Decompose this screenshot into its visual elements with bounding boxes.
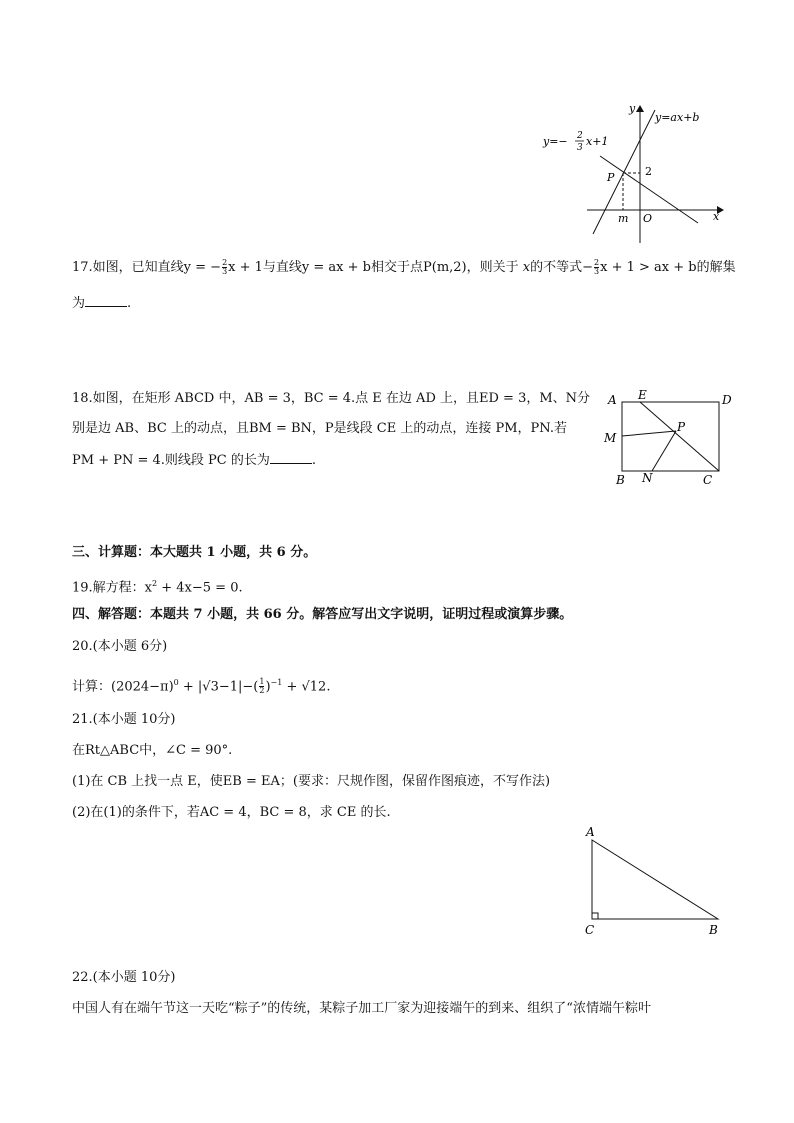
figure-q17 <box>535 98 735 248</box>
section3-heading: 三、计算题：本大题共 1 小题，共 6 分。 <box>72 545 317 560</box>
fig17-label-m: m <box>618 212 629 225</box>
q17-text-d: x + 1 > ax + b的解集 <box>600 260 736 275</box>
q17-text-line2: 为 <box>72 296 86 311</box>
q17-line1 <box>72 259 736 277</box>
q20-frac-den: 2 <box>259 686 265 696</box>
fig18-label-D: D <box>722 393 732 407</box>
q17-var-x: x <box>522 260 531 275</box>
fig18-label-A: A <box>608 393 617 407</box>
q21-line3: (2)在(1)的条件下，若AC = 4，BC = 8，求 CE 的长. <box>72 805 391 820</box>
fig21-label-C: C <box>585 923 595 937</box>
fig17-label-line2-num: 2 <box>577 131 583 141</box>
q19-line <box>72 575 243 597</box>
fig17-label-line2-prefix: y=− <box>543 135 568 148</box>
q18-line3: PM + PN = 4.则线段 PC 的长为 . <box>72 453 316 468</box>
q21-line1: 在Rt△ABC中，∠C = 90°. <box>72 743 233 758</box>
fig21-label-A: A <box>586 825 595 839</box>
q17-frac2 <box>594 259 599 276</box>
q20-line <box>72 674 330 696</box>
q20-heading: 20.(本小题 6分) <box>72 639 168 654</box>
q17-text-c: 的不等式− <box>530 260 594 275</box>
q18-text-line3: PM + PN = 4.则线段 PC 的长为 <box>72 453 270 468</box>
q19-text-a: 19.解方程：x <box>72 580 153 596</box>
q18-line1: 18.如图，在矩形 ABCD 中，AB = 3，BC = 4.点 E 在边 AD 上，且ED = 3，M、N分 <box>72 391 591 406</box>
q22-line1: 中国人有在端午节这一天吃“粽子”的传统，某粽子加工厂家为迎接端午的到来、组织了“浓情端午粽叶 <box>72 1001 651 1016</box>
q22-heading: 22.(本小题 10分) <box>72 970 176 985</box>
right-angle-mark <box>592 913 598 919</box>
q17-text-b: x + 1与直线y = ax + b相交于点P(m,2)，则关于 <box>228 260 519 275</box>
fig17-label-2: 2 <box>645 165 652 178</box>
triangle-abc <box>592 840 718 919</box>
q20-frac-num: 1 <box>259 677 265 687</box>
q17-frac1 <box>222 259 227 276</box>
section4-heading: 四、解答题：本题共 7 小题，共 66 分。解答应写出文字说明，证明过程或演算步骤。 <box>72 607 573 622</box>
q20-text-a: 计算：(2024−π) <box>72 679 174 695</box>
figure-q21-triangle <box>580 824 730 940</box>
q21-heading: 21.(本小题 10分) <box>72 712 176 727</box>
fig17-label-line2-suffix: x+1 <box>586 135 609 148</box>
figure-q18-rectangle <box>600 388 730 488</box>
answer-blank-18[interactable] <box>270 451 312 464</box>
q20-sup0: 0 <box>173 678 179 687</box>
q17-frac1-num: 2 <box>222 258 228 267</box>
fig17-label-P: P <box>607 171 615 184</box>
fig17-label-y: y <box>629 102 636 115</box>
segment-pn <box>652 431 676 471</box>
fig17-label-x: x <box>713 210 720 223</box>
q18-line2: 别是边 AB、BC 上的动点，且BM = BN，P是线段 CE 上的动点，连接 PM，PN.若 <box>72 421 567 436</box>
q17-frac2-den: 3 <box>594 267 600 276</box>
q17-frac2-num: 2 <box>594 258 600 267</box>
rect-abcd <box>622 402 719 471</box>
segment-pm <box>622 431 676 436</box>
fig17-label-line1: y=ax+b <box>655 111 700 124</box>
fig21-label-B: B <box>709 923 718 937</box>
q20-sup1: −1 <box>270 678 283 687</box>
q17-frac1-den: 3 <box>222 267 228 276</box>
q17-text-a: 17.如图，已知直线y = − <box>72 260 222 275</box>
q17-line2: 为 . <box>72 296 132 311</box>
q20-text-c: ) <box>265 679 271 695</box>
q20-text-b: + |√3−1|−( <box>178 679 259 695</box>
segment-ce <box>640 402 719 471</box>
fig17-label-O: O <box>643 212 653 225</box>
y-axis-arrow <box>636 105 644 112</box>
fig18-label-B: B <box>616 473 625 487</box>
q20-frac <box>259 678 264 695</box>
fig18-label-N: N <box>642 471 653 485</box>
q21-line2: (1)在 CB 上找一点 E，使EB = EA；(要求：尺规作图，保留作图痕迹，不写作法) <box>72 774 551 789</box>
answer-blank-17[interactable] <box>85 294 127 307</box>
fig18-label-C: C <box>703 473 713 487</box>
fig18-label-E: E <box>638 388 647 402</box>
fig18-label-P: P <box>677 420 686 434</box>
fig18-label-M: M <box>604 431 617 445</box>
q19-text-b: + 4x−5 = 0. <box>157 580 243 596</box>
q20-text-d: + √12. <box>282 679 331 695</box>
q19-sup: 2 <box>152 579 158 588</box>
fig17-label-line2-den: 3 <box>577 143 583 153</box>
